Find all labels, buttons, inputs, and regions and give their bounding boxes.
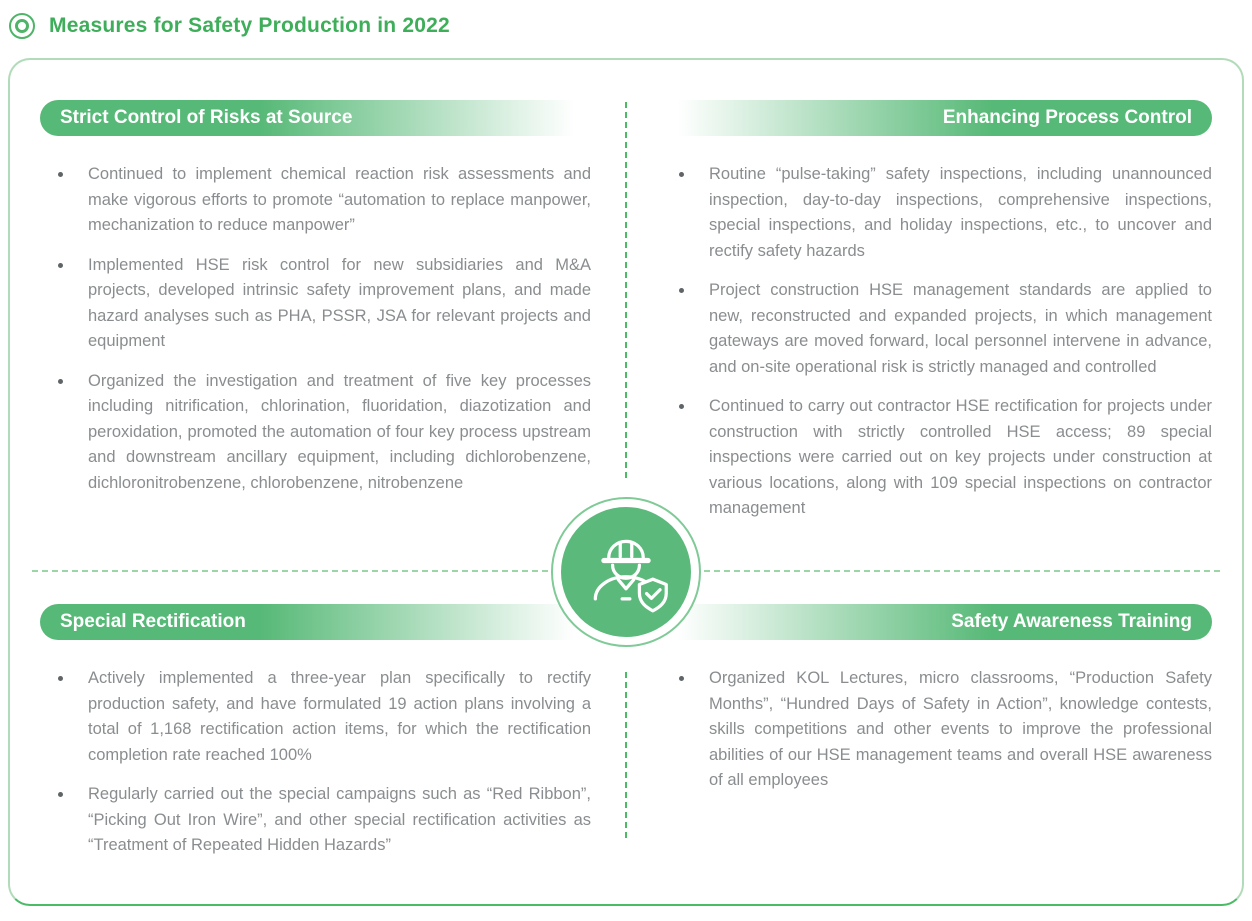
horizontal-dashed-divider-right bbox=[704, 570, 1220, 572]
bullet-item: Organized the investigation and treatment of five key processes including nitrification, chlorination, fluoridation, diazotization and peroxidation, promoted the automation of four key process upstream and downstream ancillary equipment, including dichlorobenzene, dichloronitrobenzene, chlorobenzene, nitrobenzene bbox=[40, 369, 591, 497]
section-header-risks-at-source bbox=[40, 100, 591, 136]
bullet-list bbox=[661, 162, 1212, 522]
section-header-safety-awareness-training bbox=[661, 604, 1212, 640]
bullet-item: Continued to carry out contractor HSE rectification for projects under construction with strictly controlled HSE access; 89 special inspections were carried out on key projects under construction at various locations, along with 109 special inspections on contractor management bbox=[661, 394, 1212, 522]
bullet-item: Continued to implement chemical reaction risk assessments and make vigorous efforts to promote “automation to replace manpower, mechanization to reduce manpower” bbox=[40, 162, 591, 239]
page-header bbox=[0, 0, 1252, 42]
section-header-process-control bbox=[661, 100, 1212, 136]
section-content-special-rectification bbox=[40, 640, 591, 873]
medallion-disc bbox=[561, 507, 691, 637]
section-title: Strict Control of Risks at Source bbox=[60, 107, 353, 128]
bullet-item: Routine “pulse-taking” safety inspections, including unannounced inspection, day-to-day inspections, comprehensive inspections, special inspections, and holiday inspections, etc., to uncover and rectify safety hazards bbox=[661, 162, 1212, 264]
safety-measures-panel bbox=[8, 58, 1244, 906]
bullet-item: Implemented HSE risk control for new subsidiaries and M&A projects, developed intrinsic safety improvement plans, and made hazard analyses such as PHA, PSSR, JSA for relevant projects and equipment bbox=[40, 253, 591, 355]
bullet-item: Organized KOL Lectures, micro classrooms, “Production Safety Months”, “Hundred Days of Safety in Action”, knowledge contests, skills competitions and other events to improve the professional abilities of our HSE management teams and overall HSE awareness of all employees bbox=[661, 666, 1212, 794]
bullet-item: Project construction HSE management standards are applied to new, reconstructed and expanded projects, in which management gateways are moved forward, local personnel intervene in advance, and on-site operational risk is strictly managed and controlled bbox=[661, 278, 1212, 380]
bullet-item: Actively implemented a three-year plan specifically to rectify production safety, and have formulated 19 action plans involving a total of 1,168 rectification action items, for which the rectification completion rate reached 100% bbox=[40, 666, 591, 768]
section-content-risks-at-source bbox=[40, 136, 591, 604]
section-content-safety-awareness-training bbox=[661, 640, 1212, 873]
horizontal-dashed-divider-left bbox=[32, 570, 548, 572]
bullet-list bbox=[661, 666, 1212, 794]
center-medallion bbox=[551, 497, 701, 647]
bullet-item: Regularly carried out the special campaigns such as “Red Ribbon”, “Picking Out Iron Wire”, and other special rectification activities as “Treatment of Repeated Hidden Hazards” bbox=[40, 782, 591, 859]
bullet-list bbox=[40, 666, 591, 859]
section-title: Enhancing Process Control bbox=[942, 107, 1192, 128]
bullseye-icon bbox=[8, 12, 36, 40]
section-header-special-rectification bbox=[40, 604, 591, 640]
vertical-dashed-divider-bottom bbox=[625, 672, 627, 838]
vertical-dashed-divider-top bbox=[625, 102, 627, 478]
section-title: Safety Awareness Training bbox=[951, 611, 1192, 632]
safety-worker-with-shield-icon bbox=[580, 526, 672, 618]
page-title: Measures for Safety Production in 2022 bbox=[49, 14, 450, 37]
section-content-process-control bbox=[661, 136, 1212, 604]
bullet-list bbox=[40, 162, 591, 496]
section-title: Special Rectification bbox=[60, 611, 246, 632]
